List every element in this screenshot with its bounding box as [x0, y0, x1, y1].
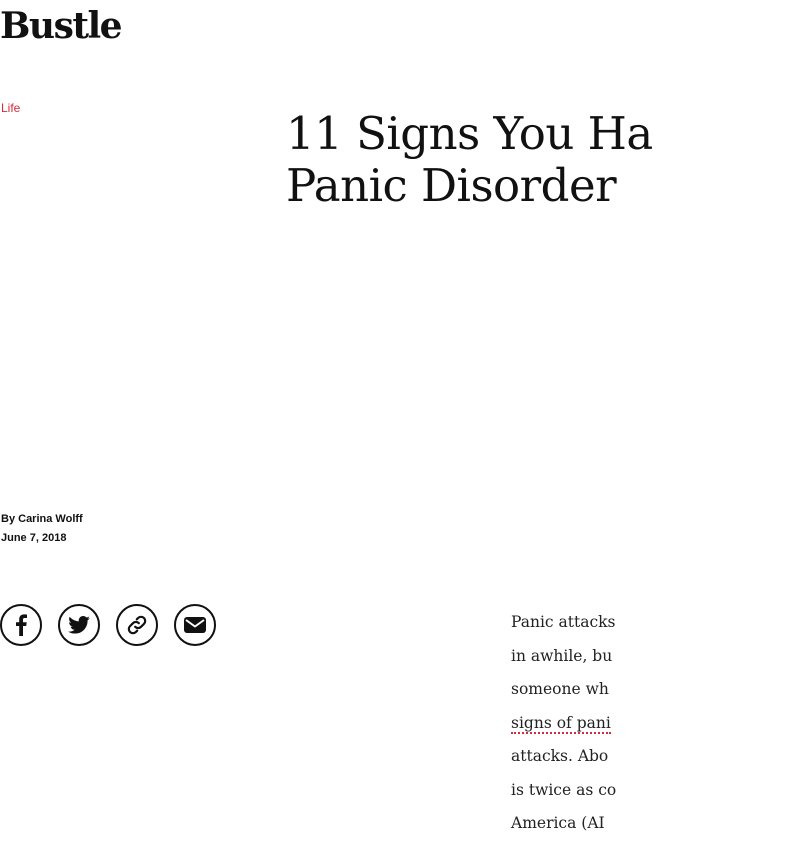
body-line: in awhile, bu — [511, 646, 613, 665]
author-link[interactable]: Carina Wolff — [18, 513, 83, 525]
share-twitter-button[interactable] — [58, 604, 100, 646]
facebook-icon — [14, 614, 28, 636]
headline-line-1: 11 Signs You Ha — [286, 107, 653, 160]
envelope-icon — [184, 617, 206, 633]
byline-prefix: By — [1, 513, 16, 525]
body-line: attacks. Abo — [511, 747, 609, 765]
article-headline — [286, 108, 653, 212]
link-icon — [126, 614, 148, 636]
publish-date: June 7, 2018 — [1, 532, 67, 544]
headline-line-2: Panic Disorder — [286, 159, 617, 212]
body-line: someone wh — [511, 680, 609, 698]
byline — [1, 510, 83, 548]
twitter-icon — [68, 616, 90, 634]
body-line: Panic attacks — [511, 613, 616, 631]
share-facebook-button[interactable] — [0, 604, 42, 646]
body-line: America (AI — [511, 814, 605, 832]
inline-article-link[interactable]: signs of pani — [511, 713, 611, 732]
article-body — [511, 606, 811, 841]
share-bar — [0, 604, 216, 646]
category-link[interactable]: Life — [1, 101, 21, 115]
body-line-linked — [511, 707, 811, 741]
body-line: is twice as co — [511, 780, 617, 799]
site-logo[interactable]: Bustle — [0, 5, 122, 47]
article-paragraph — [511, 606, 811, 841]
share-link-button[interactable] — [116, 604, 158, 646]
share-email-button[interactable] — [174, 604, 216, 646]
author-line — [1, 510, 83, 529]
